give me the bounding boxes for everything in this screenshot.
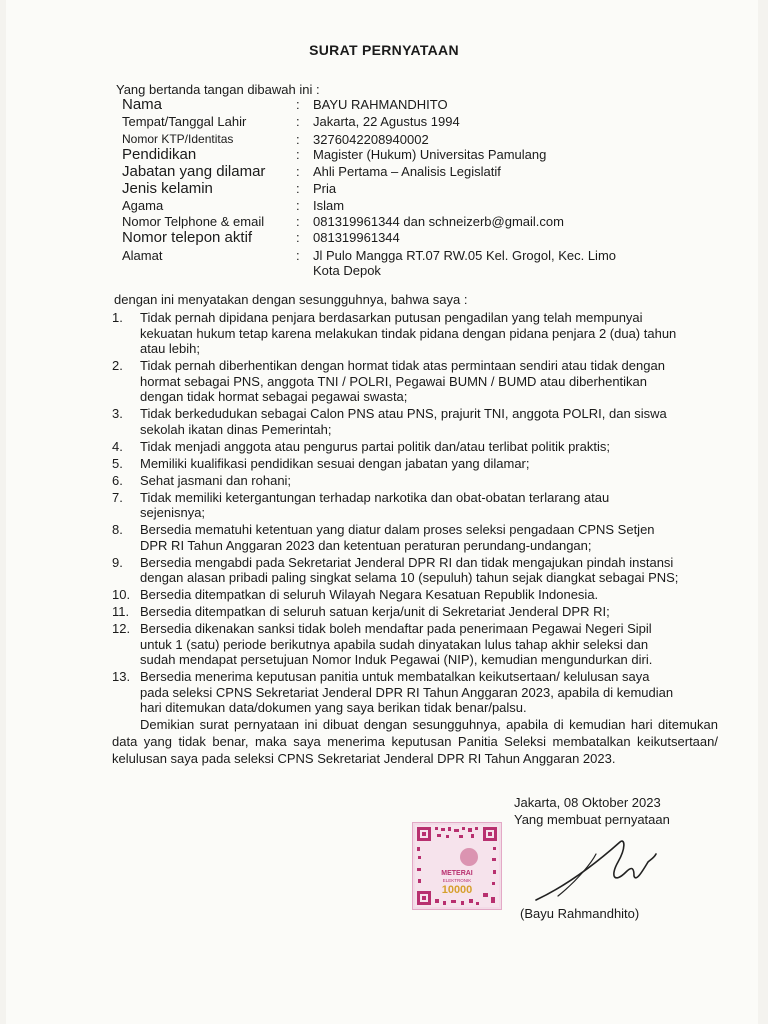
- statement-item: [112, 473, 720, 489]
- identity-label: Pendidikan: [122, 146, 197, 163]
- identity-separator: :: [296, 97, 300, 112]
- statement-number: 10.: [112, 587, 131, 602]
- statement-line: Bersedia ditempatkan di seluruh satuan kerja/unit di Sekretariat Jenderal DPR RI;: [140, 604, 610, 619]
- statement-line: Memiliki kualifikasi pendidikan sesuai dengan jabatan yang dilamar;: [140, 455, 530, 471]
- identity-value: [313, 230, 682, 245]
- garuda-emblem-icon: [460, 848, 478, 866]
- statement-item: [112, 669, 720, 716]
- statement-line: pada seleksi CPNS Sekretariat Jenderal DPR RI Tahun Anggaran 2023, apabila di kemudian: [140, 684, 674, 700]
- document-title: SURAT PERNYATAAN: [309, 42, 459, 58]
- statement-text: [140, 587, 720, 603]
- identity-value: [313, 198, 682, 213]
- statement-number: 2.: [112, 358, 123, 373]
- statement-line: Tidak pernah diberhentikan dengan hormat tidak atas permintaan sendiri atau tidak dengan: [140, 358, 665, 373]
- identity-value-line: 3276042208940002: [313, 132, 429, 147]
- statement-line: Bersedia menerima keputusan panitia untuk membatalkan keikutsertaan/ kelulusan saya: [140, 669, 650, 684]
- statement-number: 8.: [112, 522, 123, 537]
- lead-text: dengan ini menyatakan dengan sesungguhnya, bahwa saya :: [114, 292, 468, 307]
- identity-value: [313, 181, 682, 196]
- identity-value: [313, 164, 682, 179]
- identity-label: Nomor Telphone & email: [122, 214, 265, 229]
- identity-row: [122, 230, 682, 245]
- statement-text: [140, 621, 720, 668]
- statement-number: 3.: [112, 406, 123, 421]
- meterai-value: 10000: [441, 884, 473, 896]
- identity-separator: :: [296, 198, 300, 213]
- identity-separator: :: [296, 248, 300, 263]
- intro-text: Yang bertanda tangan dibawah ini :: [116, 82, 320, 97]
- statement-line: Bersedia ditempatkan di seluruh Wilayah Negara Kesatuan Republik Indonesia.: [140, 587, 599, 602]
- statement-line: Tidak memiliki ketergantungan terhadap narkotika dan obat-obatan terlarang atau: [140, 489, 610, 505]
- identity-value: [313, 114, 682, 129]
- identity-label: Nomor KTP/Identitas: [122, 132, 234, 146]
- statement-text: [140, 669, 720, 716]
- statement-number: 5.: [112, 455, 123, 471]
- identity-label: Agama: [122, 198, 164, 213]
- identity-label: Tempat/Tanggal Lahir: [122, 114, 247, 129]
- identity-row: [122, 147, 682, 162]
- identity-value: [313, 248, 682, 278]
- statement-line: hari ditemukan data/dokumen yang saya berikan tidak benar/palsu.: [140, 700, 527, 715]
- statement-number: 7.: [112, 489, 123, 505]
- identity-value: [313, 147, 682, 162]
- statement-line: sekolah ikatan dinas Pemerintah;: [140, 421, 332, 437]
- identity-label: Jenis kelamin: [122, 180, 213, 197]
- made-by-label: Yang membuat pernyataan: [514, 812, 670, 827]
- statement-text: [140, 406, 720, 437]
- statement-number: 13.: [112, 669, 131, 684]
- statement-number: 4.: [112, 438, 123, 454]
- identity-value-line: Ahli Pertama – Analisis Legislatif: [313, 164, 501, 179]
- statement-item: [112, 555, 720, 586]
- statement-number: 6.: [112, 472, 123, 488]
- statement-line: Bersedia dikenakan sanksi tidak boleh mendaftar pada penerimaan Pegawai Negeri Sipil: [140, 621, 652, 636]
- statement-item: [112, 522, 720, 553]
- statement-item: [112, 406, 720, 437]
- identity-value-line: Kota Depok: [313, 263, 381, 278]
- statement-text: [140, 439, 720, 455]
- statement-line: hormat sebagai PNS, anggota TNI / POLRI, Pegawai BUMN / BUMD atau diberhentikan: [140, 373, 648, 389]
- identity-row: [122, 132, 682, 147]
- statement-item: [112, 439, 720, 455]
- identity-label: Nomor telepon aktif: [122, 229, 253, 246]
- identity-separator: :: [296, 147, 300, 162]
- identity-separator: :: [296, 214, 300, 229]
- statement-line: DPR RI Tahun Anggaran 2023 dan ketentuan peraturan perundang-undangan;: [140, 537, 592, 553]
- statement-number: 9.: [112, 554, 123, 570]
- identity-value-line: 081319961344: [313, 230, 400, 245]
- statement-item: [112, 587, 720, 603]
- handwritten-signature: [530, 832, 670, 912]
- meterai-stamp: [412, 822, 502, 910]
- identity-label: Jabatan yang dilamar: [122, 163, 266, 180]
- statement-line: Tidak menjadi anggota atau pengurus partai politik dan/atau terlibat politik praktis;: [140, 438, 610, 454]
- statement-text: [140, 522, 720, 553]
- statement-item: [112, 490, 720, 521]
- identity-row: [122, 181, 682, 196]
- identity-value-line: Jl Pulo Mangga RT.07 RW.05 Kel. Grogol, Kec. Limo: [313, 248, 617, 263]
- identity-value-line: BAYU RAHMANDHITO: [313, 97, 448, 112]
- statement-item: [112, 358, 720, 405]
- statement-text: [140, 473, 720, 489]
- identity-row: [122, 214, 682, 229]
- statement-line: Sehat jasmani dan rohani;: [140, 472, 292, 488]
- meterai-sublabel: ELEKTRONIK: [442, 878, 472, 883]
- statement-line: Bersedia mematuhi ketentuan yang diatur dalam proses seleksi pengadaan CPNS Setjen: [140, 522, 655, 537]
- identity-row: [122, 164, 682, 179]
- meterai-stamp-graphic: [413, 823, 501, 909]
- statement-item: [112, 621, 720, 668]
- statement-line: Tidak pernah dipidana penjara berdasarkan putusan pengadilan yang telah mempunyai: [140, 310, 643, 325]
- statement-text: [140, 310, 720, 357]
- statement-number: 12.: [112, 621, 131, 636]
- statement-item: [112, 604, 720, 620]
- statement-line: dengan tidak hormat sebagai pegawai swasta;: [140, 389, 408, 404]
- identity-separator: :: [296, 230, 300, 245]
- signer-name: (Bayu Rahmandhito): [520, 906, 640, 921]
- statement-text: [140, 555, 720, 586]
- identity-value: [313, 97, 682, 112]
- identity-value-line: Pria: [313, 181, 337, 196]
- statement-list: [112, 310, 720, 717]
- statement-number: 1.: [112, 310, 123, 325]
- statement-line: untuk 1 (satu) periode berikutnya apabila sudah dinyatakan lulus tahap akhir seleksi dan: [140, 636, 649, 652]
- statement-line: Tidak berkedudukan sebagai Calon PNS atau PNS, prajurit TNI, anggota POLRI, dan siswa: [140, 406, 667, 421]
- identity-value-line: Jakarta, 22 Agustus 1994: [313, 114, 460, 129]
- statement-line: kekuatan hukum tetap karena melakukan tindak pidana dengan pidana penjara 2 (dua) tahun: [140, 325, 677, 341]
- place-date: Jakarta, 08 Oktober 2023: [514, 795, 661, 810]
- statement-line: dengan alasan pribadi paling singkat selama 10 (sepuluh) tahun sejak diangkat sebagai PNS;: [140, 570, 679, 585]
- identity-separator: :: [296, 164, 300, 179]
- identity-row: [122, 114, 682, 129]
- statement-line: sudah mendapat persetujuan Nomor Induk Pegawai (NIP), kemudian mengundurkan diri.: [140, 652, 653, 667]
- statement-text: [140, 604, 720, 620]
- identity-label: Nama: [122, 96, 163, 113]
- identity-separator: :: [296, 181, 300, 196]
- identity-label: Alamat: [122, 248, 163, 263]
- statement-text: [140, 490, 720, 521]
- identity-row: [122, 248, 682, 278]
- identity-value-line: 081319961344 dan schneizerb@gmail.com: [313, 214, 564, 229]
- statement-line: sejenisnya;: [140, 505, 206, 520]
- identity-value: [313, 214, 682, 229]
- statement-number: 11.: [112, 604, 130, 619]
- closing-paragraph: Demikian surat pernyataan ini dibuat dengan sesungguhnya, apabila di kemudian hari ditemukan data yang tidak benar, maka saya menerima keputusan Panitia Seleksi membatalkan keikutsertaan/ kelulusan saya pada seleksi CPNS Sekretariat Jenderal DPR RI Tahun Anggaran 2023.: [112, 717, 718, 766]
- identity-value-line: Magister (Hukum) Universitas Pamulang: [313, 147, 547, 162]
- identity-separator: :: [296, 114, 300, 129]
- place-date-block: [514, 794, 670, 828]
- identity-value: [313, 132, 682, 147]
- meterai-label: METERAI: [441, 870, 473, 877]
- statement-text: [140, 456, 720, 472]
- identity-separator: :: [296, 132, 300, 147]
- identity-row: [122, 198, 682, 213]
- identity-row: [122, 97, 682, 112]
- statement-item: [112, 310, 720, 357]
- statement-item: [112, 456, 720, 472]
- identity-value-line: Islam: [313, 198, 345, 213]
- statement-line: atau lebih;: [140, 341, 200, 356]
- statement-line: Bersedia mengabdi pada Sekretariat Jenderal DPR RI dan tidak mengajukan pindah instansi: [140, 554, 674, 570]
- statement-text: [140, 358, 720, 405]
